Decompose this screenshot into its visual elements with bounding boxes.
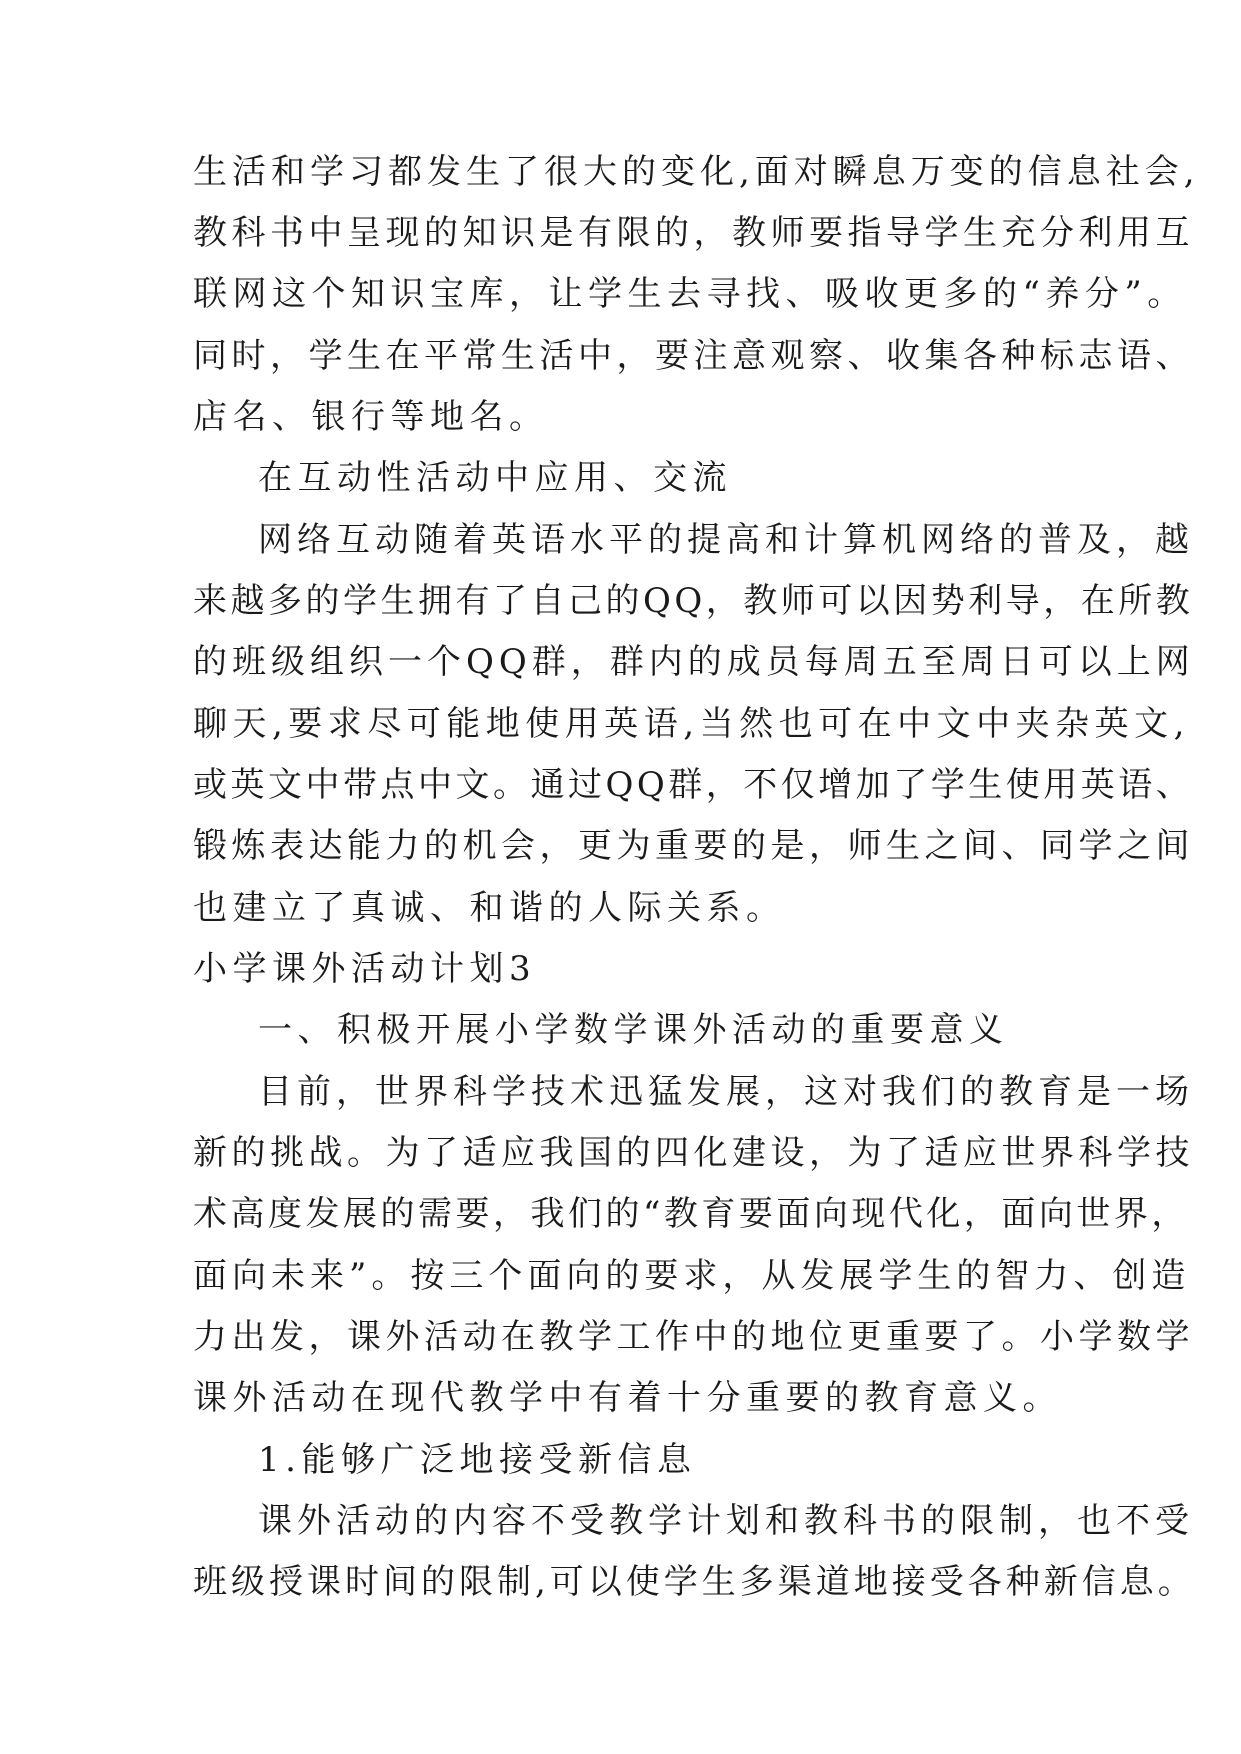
paragraph-line: 店名、银行等地名。 [193, 397, 549, 437]
paragraph-line: 或英文中带点中文。通过QQ群，不仅增加了学生使用英语、 [193, 765, 1194, 805]
paragraph-line: 也建立了真诚、和谐的人际关系。 [193, 888, 786, 928]
paragraph-line: 来越多的学生拥有了自己的QQ，教师可以因势利导，在所教 [193, 581, 1194, 621]
paragraph-line: 教科书中呈现的知识是有限的，教师要指导学生充分利用互 [193, 213, 1194, 253]
subsection-heading: 1.能够广泛地接受新信息 [258, 1440, 697, 1480]
paragraph-line: 网络互动随着英语水平的提高和计算机网络的普及，越 [258, 520, 1194, 560]
paragraph-line: 生活和学习都发生了很大的变化,面对瞬息万变的信息社会, [193, 152, 1200, 192]
document-title: 小学课外活动计划3 [193, 949, 537, 989]
paragraph-line: 联网这个知识宝库，让学生去寻找、吸收更多的“养分”。 [193, 274, 1187, 314]
paragraph-line: 的班级组织一个QQ群，群内的成员每周五至周日可以上网 [193, 642, 1195, 682]
paragraph-line: 班级授课时间的限制,可以使学生多渠道地接受各种新信息。 [193, 1562, 1196, 1602]
paragraph-line: 力出发，课外活动在教学工作中的地位更重要了。小学数学 [193, 1317, 1194, 1357]
section-heading: 一、积极开展小学数学课外活动的重要意义 [258, 1010, 1009, 1050]
paragraph-line: 面向未来”。按三个面向的要求，从发展学生的智力、创造 [193, 1256, 1191, 1296]
paragraph-line: 目前，世界科学技术迅猛发展，这对我们的教育是一场 [258, 1072, 1194, 1112]
paragraph-line: 聊天,要求尽可能地使用英语,当然也可在中文中夹杂英文, [193, 704, 1190, 744]
paragraph-line: 课外活动的内容不受教学计划和教科书的限制，也不受 [258, 1501, 1194, 1541]
paragraph-line: 新的挑战。为了适应我国的四化建设，为了适应世界科学技 [193, 1133, 1194, 1173]
paragraph-line: 术高度发展的需要，我们的“教育要面向现代化，面向世界， [193, 1194, 1189, 1234]
paragraph-line: 锻炼表达能力的机会，更为重要的是，师生之间、同学之间 [193, 826, 1194, 866]
paragraph-line: 同时，学生在平常生活中，要注意观察、收集各种标志语、 [193, 336, 1194, 376]
paragraph-line: 课外活动在现代教学中有着十分重要的教育意义。 [193, 1378, 1062, 1418]
section-heading: 在互动性活动中应用、交流 [258, 458, 732, 498]
